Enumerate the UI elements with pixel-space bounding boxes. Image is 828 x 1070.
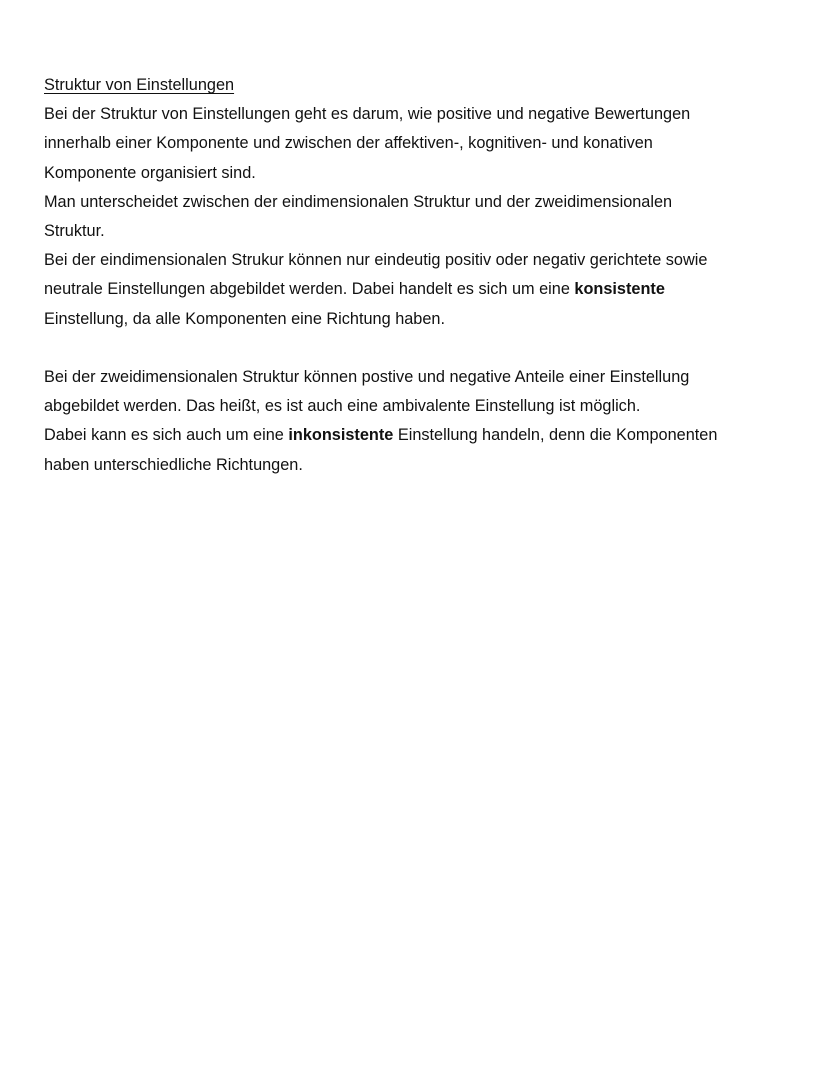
paragraph-distinction: [44, 188, 804, 246]
text-line: [44, 421, 804, 450]
text-line: abgebildet werden. Das heißt, es ist auch eine ambivalente Einstellung ist möglich.: [44, 397, 641, 416]
paragraph-spacer: [44, 334, 804, 363]
paragraph-intro: [44, 100, 804, 188]
text-line: [44, 275, 804, 304]
paragraph-two-dimensional: [44, 363, 804, 421]
text-line: Man unterscheidet zwischen der eindimensionalen Struktur und der zweidimensionalen: [44, 192, 673, 211]
text-line: Bei der zweidimensionalen Struktur können postive und negative Anteile einer Einstellung: [44, 368, 690, 387]
text-line: innerhalb einer Komponente und zwischen der affektiven-, kognitiven- und konativen: [44, 134, 653, 153]
text-line: Struktur.: [44, 222, 105, 241]
text-segment: neutrale Einstellungen abgebildet werden. Dabei handelt es sich um eine: [44, 280, 575, 299]
text-line: Komponente organisiert sind.: [44, 163, 256, 182]
text-segment: Dabei kann es sich auch um eine: [44, 426, 289, 445]
text-line: Einstellung, da alle Komponenten eine Richtung haben.: [44, 309, 445, 328]
text-line: Bei der Struktur von Einstellungen geht es darum, wie positive und negative Bewertungen: [44, 105, 691, 124]
paragraph-one-dimensional: [44, 246, 804, 334]
text-line: haben unterschiedliche Richtungen.: [44, 455, 303, 474]
document-body: [44, 71, 804, 480]
text-segment: Einstellung handeln, denn die Komponenten: [393, 426, 718, 445]
bold-term-inkonsistente: inkonsistente: [288, 426, 394, 445]
text-line: Bei der eindimensionalen Strukur können nur eindeutig positiv oder negativ gerichtete sowie: [44, 251, 708, 270]
section-title: Struktur von Einstellungen: [44, 76, 235, 94]
bold-term-konsistente: konsistente: [574, 280, 665, 299]
paragraph-inconsistent: [44, 421, 804, 479]
